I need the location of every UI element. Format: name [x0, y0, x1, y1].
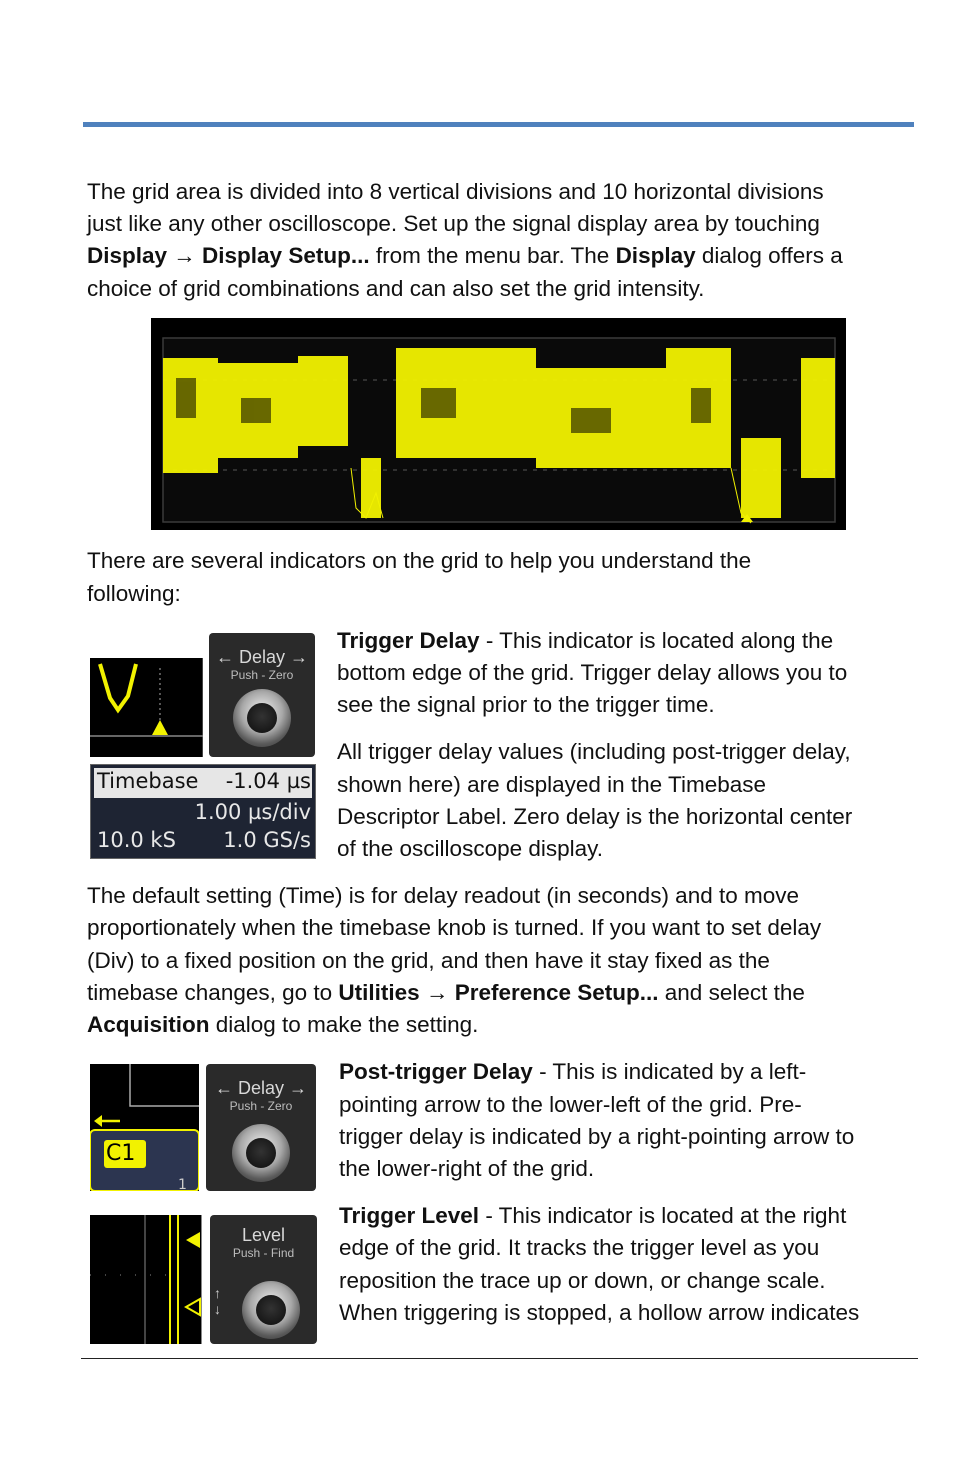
indicators-intro-line-1: There are several indicators on the grid to help you understand the: [87, 548, 752, 573]
footer-rule: [81, 1358, 918, 1359]
trigger-delay-values-line-1: All trigger delay values (including post-trigger delay,: [337, 739, 851, 764]
level-knob-label: Level: [241, 1225, 286, 1245]
delay-knob-dial-icon[interactable]: [233, 689, 291, 747]
delay-knob-label: ← Delay →: [215, 647, 309, 667]
level-knob-dial-icon[interactable]: [242, 1281, 300, 1339]
level-knob[interactable]: [210, 1215, 317, 1344]
default-line-5: Acquisition dialog to make the setting.: [87, 1012, 479, 1037]
default-line-3: (Div) to a fixed position on the grid, and then have it stay fixed as the: [87, 948, 770, 973]
trigger-delay-values-line-3: Descriptor Label. Zero delay is the horizontal center: [337, 804, 853, 829]
delay-knob[interactable]: [209, 633, 315, 757]
delay-knob-2-dial-icon[interactable]: [232, 1124, 290, 1182]
default-line-2: proportionately when the timebase knob is turned. If you want to set delay: [87, 915, 822, 940]
timebase-descriptor-label: [90, 764, 316, 859]
trigger-delay-grid-image: [90, 658, 203, 757]
trigger-delay-line-3: see the signal prior to the trigger time.: [337, 692, 715, 717]
header-rule: [83, 122, 914, 127]
delay-knob-2-label: ← Delay →: [214, 1078, 308, 1098]
timebase-delay: -1.04 µs: [225, 769, 311, 793]
delay-knob-sub: Push - Zero: [230, 668, 294, 682]
post-trigger-grid-image: [90, 1064, 199, 1191]
trigger-level-line-4: When triggering is stopped, a hollow arrow indicates: [339, 1300, 860, 1325]
updown-arrow-icon: ↑ ↓: [214, 1285, 221, 1317]
oscilloscope-screen: [151, 318, 846, 530]
indicators-intro-line-2: following:: [87, 581, 181, 606]
post-trigger-line-2: pointing arrow to the lower-left of the grid. Pre-: [339, 1092, 802, 1117]
delay-knob-2[interactable]: [206, 1064, 316, 1191]
intro-line-4: choice of grid combinations and can also set the grid intensity.: [87, 276, 705, 301]
trigger-level-line-1: Trigger Level - This indicator is located at the right: [339, 1203, 847, 1228]
post-trigger-line-1: Post-trigger Delay - This is indicated by a left-: [339, 1059, 807, 1084]
trigger-level-grid-image: [90, 1215, 202, 1344]
trigger-delay-values-line-4: of the oscilloscope display.: [337, 836, 603, 861]
post-trigger-line-3: trigger delay is indicated by a right-pointing arrow to: [339, 1124, 855, 1149]
channel-index: 1: [178, 1177, 187, 1191]
trigger-delay-line-2: bottom edge of the grid. Trigger delay allows you to: [337, 660, 848, 685]
intro-line-2: just like any other oscilloscope. Set up the signal display area by touching: [87, 211, 820, 236]
default-line-1: The default setting (Time) is for delay readout (in seconds) and to move: [87, 883, 800, 908]
timebase-per-div: 1.00 µs/div: [194, 800, 311, 824]
post-trigger-line-4: the lower-right of the grid.: [339, 1156, 595, 1181]
timebase-title: Timebase: [97, 769, 199, 793]
default-line-4: timebase changes, go to Utilities → Preference Setup... and select the: [87, 980, 805, 1005]
timebase-samples: 10.0 kS: [97, 828, 176, 852]
trigger-level-line-3: reposition the trace up or down, or change scale.: [339, 1268, 826, 1293]
timebase-rate: 1.0 GS/s: [223, 828, 311, 852]
trigger-level-line-2: edge of the grid. It tracks the trigger level as you: [339, 1235, 820, 1260]
level-knob-sub: Push - Find: [232, 1246, 295, 1260]
intro-line-1: The grid area is divided into 8 vertical divisions and 10 horizontal divisions: [87, 179, 824, 204]
delay-knob-2-sub: Push - Zero: [229, 1099, 293, 1113]
trigger-delay-line-1: Trigger Delay - This indicator is located along the: [337, 628, 834, 653]
channel-label: C1: [106, 1141, 136, 1166]
waveform-image: [151, 318, 846, 530]
trigger-delay-values-line-2: shown here) are displayed in the Timebase: [337, 772, 766, 797]
intro-line-3: Display → Display Setup... from the menu bar. The Display dialog offers a: [87, 243, 843, 268]
